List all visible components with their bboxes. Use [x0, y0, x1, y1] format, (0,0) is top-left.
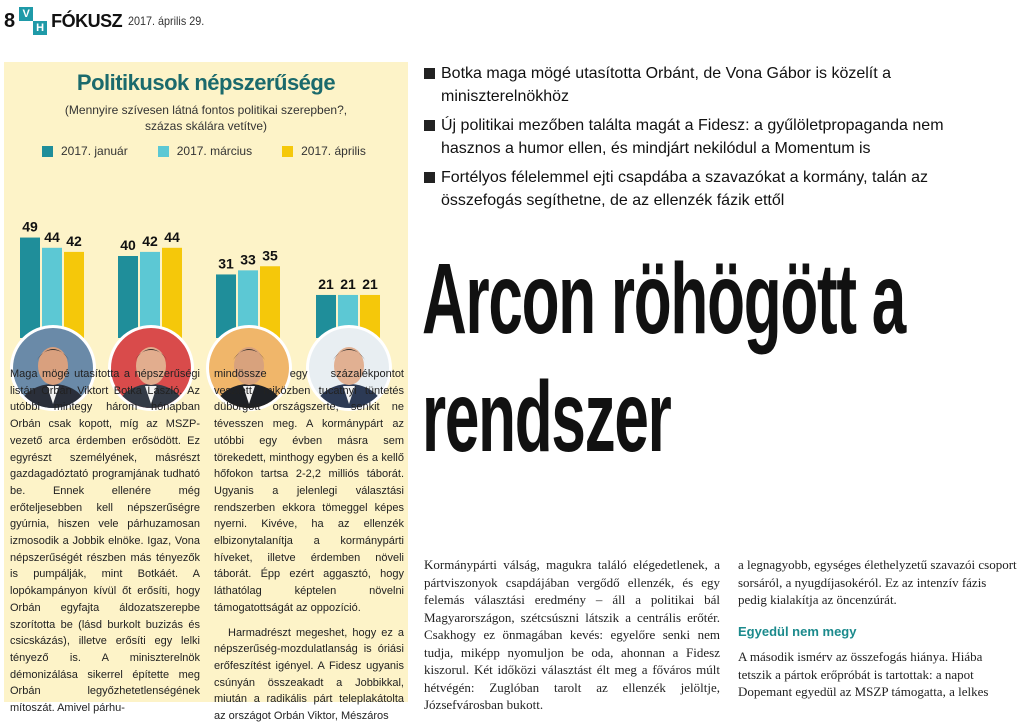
bar: [162, 248, 182, 338]
legend-swatch: [42, 146, 53, 157]
legend-swatch: [158, 146, 169, 157]
chart-legend: [42, 144, 366, 158]
bar-value-label: 21: [340, 275, 356, 292]
lead-bullets: [424, 62, 1000, 218]
bar-value-label: 40: [120, 237, 136, 253]
bullet-square-icon: [424, 172, 435, 183]
legend-item: 2017. január: [42, 144, 128, 158]
bar-value-label: 21: [318, 275, 334, 292]
bar: [260, 266, 280, 338]
article-subhead: Egyedül nem megy: [738, 623, 857, 639]
bullet-square-icon: [424, 68, 435, 79]
bar-value-label: 42: [66, 232, 82, 249]
page-number: 8: [4, 9, 16, 32]
bar-value-label: 44: [164, 228, 180, 245]
bullet-item: Botka maga mögé utasította Orbánt, de Vona Gábor is közelít a miniszterelnökhöz: [424, 62, 1000, 108]
bullet-item: Fortélyos félelemmel ejti csapdába a szavazókat a kormány, talán az összefogás segíthetne, de az ellenzék fázik ettől: [424, 166, 1000, 212]
section-title: FÓKUSZ: [51, 10, 123, 31]
bar: [118, 256, 138, 338]
bullet-square-icon: [424, 120, 435, 131]
legend-item: 2017. március: [158, 144, 252, 158]
publication-logo: V H: [19, 7, 47, 35]
bar-value-label: 31: [218, 255, 234, 272]
bar-value-label: 44: [44, 228, 60, 245]
body-column-1: Maga mögé utasította a népszerűségi listán Orbán Viktort Botka László. Az utóbbi mintegy három hónapban Orbán csak kopott, míg az MSZP-vezető arca érdemben erősödött. Ez egyrészt személyének, másrészt gazdagadóztató programjának tudható be. Ennek ellenére még erőteljesebben kell népszerűségre gyúrnia, hiszen vele párhuzamosan izmosodik a Jobbik elnöke. Igaz, Vona népszerűségét részben más tényezők is pumpálják, mint Botkáét. A lopókampányon kívül őt erősíti, hogy Orbán egyfajta áldozatszerepbe szorította be (lásd burkolt buzizás és csicskázás), illetve erősíti egy lelki tényező is. A miniszterelnök démonizálása sikerrel építette meg Orbán legyőzhetetlenségének mítoszát. Amivel párhu-: [10, 368, 200, 715]
article-headline: Arcon röhögött a rendszer: [422, 243, 906, 473]
bullet-item: Új politikai mezőben találta magát a Fidesz: a gyűlöletpropaganda nem hasznos a humor ellen, és mindjárt nekilódul a Momentum is: [424, 114, 1000, 160]
body-column-2: mindössze egy százalékpontot vesztett, miközben tucatnyi tüntetés dübörgött országszerte, senkit ne tévesszen meg. A kormánypárt az utóbbi egy évben másra sem törekedett, minthogy egyben és a kellő hőfokon tartsa 2-2,2 milliós táborát. Ugyanis a jelenlegi választási rendszerben ekkora tömeggel képes nyerni. Kivéve, ha az ellenzék elbizonytalanítja a kormánypárti híveket, illetve érdemben növeli táborát. Épp ezért aggasztó, hogy láthatólag képtelen növelni támogatottságát az oppozíció. Harmadrészt megeshet, hogy ez a népszerűség-mozdulatlanság is óriási erőfeszítést igényel. A Fidesz ugyanis csúnyán összeakadt a Jobbikkal, miután a radikális párt teleplakátolta az országot Orbán Viktor, Mészáros: [214, 368, 404, 723]
chart-title: Politikusok népszerűsége: [76, 70, 336, 95]
bar: [64, 252, 84, 338]
issue-date: 2017. április 29.: [128, 14, 205, 28]
bar-value-label: 33: [240, 251, 256, 268]
bar: [42, 248, 62, 338]
bar-value-label: 35: [262, 247, 278, 264]
page-header: [4, 6, 213, 36]
bar: [20, 238, 40, 338]
chart-box: [4, 62, 408, 723]
bar-chart: [4, 158, 408, 358]
chart-subtitle: (Mennyire szívesen látná fontos politikai szerepben?, százas skálára vetítve): [64, 103, 348, 133]
bar-value-label: 49: [22, 218, 38, 235]
bar-value-label: 21: [362, 275, 378, 292]
chart-box-body: [10, 366, 404, 725]
legend-item: 2017. április: [282, 144, 366, 158]
article-column-1: Kormánypárti válság, magukra találó elégedetlenek, a pártviszonyok csapdájában vergődő ellenzék, és egy felemás választási eredmény – áll a politikai bál Magyarországon, szétcsúszni látszik a centrális erőtér. Csakhogy ez önmagában kevés: egyelőre senki nem tudja, miképp nyomuljon be oda, ahonnan a Fidesz kiszorul. Két időközi választást élt meg a főváros múlt hétvégén: Zuglóban tarolt az ellenzék jelöltje, Józsefvárosban bukott.: [424, 557, 720, 712]
article-column-2: a legnagyobb, egységes élethelyzetű szavazói csoport sorsáról, a nyugdíjasokéról. Ez az intenzív fázis pedig kialakítja az öncenzúrát. Egyedül nem megy A második ismérv az összefogás hiánya. Hiába tetszik a pártok erőpróbát is tartottak: a napot Dopemant egyedül az MSZP támogatta, a lelkes: [738, 557, 1017, 699]
legend-swatch: [282, 146, 293, 157]
bar-value-label: 42: [142, 232, 158, 249]
